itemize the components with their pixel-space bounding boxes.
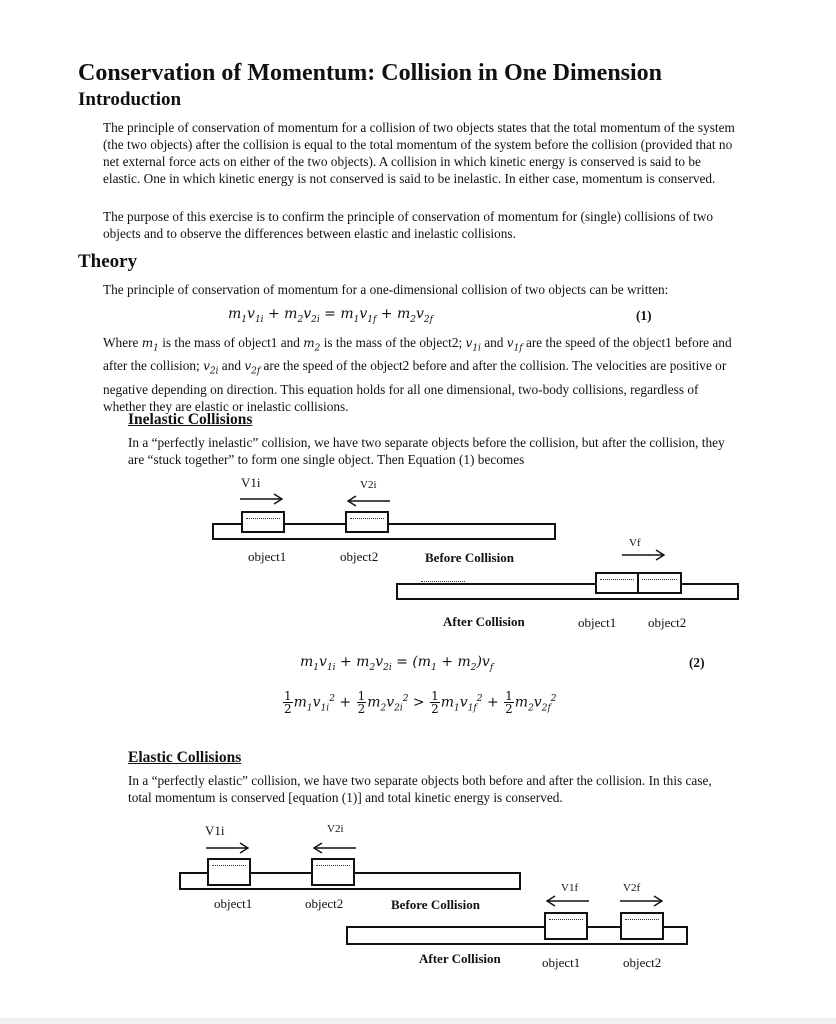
right-arrow-icon: [622, 549, 666, 561]
page-title: Conservation of Momentum: Collision in One Dimension: [78, 60, 663, 86]
elastic-object1-block: [207, 858, 251, 886]
elastic-object2-block: [311, 858, 355, 886]
inelastic-after-object1-block: [595, 572, 639, 594]
page-bottom-strip: [0, 1018, 836, 1024]
inelastic-after-track: [396, 583, 739, 600]
elastic-after-object2-label: object2: [623, 955, 662, 970]
inelastic-vf-label: Vf: [629, 537, 641, 549]
left-arrow-icon: [545, 895, 589, 907]
left-arrow-icon: [312, 842, 356, 854]
equation-2-number: (2): [689, 655, 705, 670]
inelastic-after-label: After Collision: [443, 614, 525, 629]
elastic-v1f-label: V1f: [561, 882, 579, 894]
elastic-after-object2-block: [620, 912, 664, 940]
inelastic-object2-label: object2: [340, 549, 379, 564]
right-arrow-icon: [206, 842, 250, 854]
elastic-object2-label: object2: [305, 896, 344, 911]
kinetic-energy-inequality: $\frac{1}{2}$ $m_1v_{1i}^2$ + $\frac{1}{2}$ $m_2v_{2i}^2$ > $\frac{1}{2}$ $m_1v_{1f}^2$ + $\frac{1}{2}$ $m_2v_{2f}^2$: [284, 689, 557, 716]
equation-1: $m_1v_{1i} + m_2v_{2i} = m_1v_{1f} + m_2v_{2f}$: [228, 306, 433, 325]
elastic-v2i-label: V2i: [327, 823, 344, 835]
theory-where-paragraph: Where $m_1$ is the mass of object1 and $m_2$ is the mass of the object2; $v_{1i}$ and $v_{1f}$ are the speed of the object1 before and after the collision; $v_{2i}$ and $v_{2f}$ are the speed of the object2 before and after the collision. The velocities are positive or negative depending on direction. This equation holds for all one dimensional, two-body collisions, regardless of whether they are elastic or inelastic collisions.: [103, 335, 732, 414]
inelastic-after-object2-block: [637, 572, 682, 594]
elastic-v2f-label: V2f: [623, 882, 641, 894]
left-arrow-icon: [346, 495, 390, 507]
equation-2: $m_1v_{1i} + m_2v_{2i} = (m_1 + m_2)v_f$: [300, 654, 494, 673]
elastic-heading: Elastic Collisions: [128, 749, 242, 766]
elastic-object1-label: object1: [214, 896, 253, 911]
inelastic-paragraph: In a “perfectly inelastic” collision, we have two separate objects before the collision, but after the collision, they are “stuck together” to form one single object. Then Equation (1) becomes: [128, 435, 725, 467]
inelastic-object2-block: [345, 511, 389, 533]
introduction-heading: Introduction: [78, 89, 182, 110]
theory-heading: Theory: [78, 251, 138, 272]
elastic-v1i-label: V1i: [205, 823, 225, 838]
theory-paragraph: The principle of conservation of momentum for a one-dimensional collision of two objects can be written:: [103, 282, 669, 297]
inelastic-v2i-label: V2i: [360, 479, 377, 491]
inelastic-object1-block: [241, 511, 285, 533]
inelastic-object1-label: object1: [248, 549, 287, 564]
inelastic-heading: Inelastic Collisions: [128, 411, 253, 428]
inelastic-before-label: Before Collision: [425, 550, 514, 565]
dotted-divider: [421, 581, 465, 582]
elastic-after-object1-label: object1: [542, 955, 581, 970]
elastic-paragraph: In a “perfectly elastic” collision, we have two separate objects both before and after the collision. In this case, total momentum is conserved [equation (1)] and total kinetic energy is conserved.: [128, 773, 712, 805]
inelastic-after-object1-label: object1: [578, 615, 617, 630]
right-arrow-icon: [240, 493, 284, 505]
elastic-before-label: Before Collision: [391, 897, 480, 912]
introduction-paragraph-2: The purpose of this exercise is to confirm the principle of conservation of momentum for (single) collisions of two objects and to observe the differences between elastic and inelastic collisions.: [103, 209, 714, 241]
inelastic-v1i-label: V1i: [241, 475, 261, 490]
equation-1-number: (1): [636, 308, 652, 323]
introduction-paragraph-1: The principle of conservation of momentum for a collision of two objects states that the total momentum of the system (the two objects) after the collision is equal to the total momentum of the system before the collision (provided that no net external force acts on either of the two objects). A collision in which kinetic energy is conserved is said to be elastic. One in which kinetic energy is not conserved is said to be inelastic. In either case, momentum is conserved.: [103, 120, 735, 186]
right-arrow-icon: [620, 895, 664, 907]
elastic-after-object1-block: [544, 912, 588, 940]
inelastic-after-object2-label: object2: [648, 615, 687, 630]
elastic-after-label: After Collision: [419, 951, 501, 966]
